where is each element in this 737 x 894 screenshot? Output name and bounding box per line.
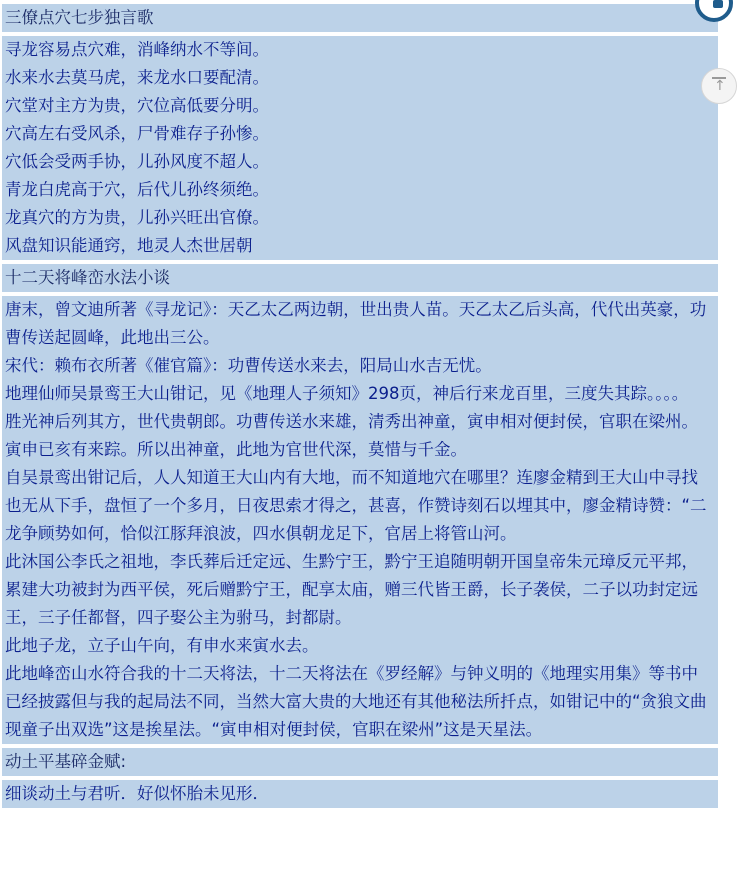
section3-title: 动土平基碎金赋: [5, 752, 127, 771]
text-line: 水来水去莫马虎，来龙水口要配清。 [5, 68, 269, 87]
text-line: 风盘知识能通窍，地灵人杰世居朝 [5, 236, 253, 255]
section-title [2, 264, 718, 292]
text-line: 穴堂对主方为贵，穴位高低要分明。 [5, 96, 269, 115]
article [2, 0, 718, 812]
section2-title: 十二天将峰峦水法小谈 [5, 268, 170, 287]
text-paragraph: 自吴景鸾出钳记后，人人知道王大山内有大地，而不知道地穴在哪里？连廖金精到王大山中寻找也无从下手，盘恒了一个多月，日夜思索才得之，甚喜，作赞诗刻石以埋其中，廖金精诗赞：“二龙争顾势如何，恰似江豚拜浪波，四水俱朝龙足下，官居上将管山河。 [5, 468, 707, 543]
text-paragraph: 宋代：赖布衣所著《催官篇》：功曹传送水来去，阳局山水吉无忧。 [5, 356, 492, 375]
section1-title: 三僚点穴七步独言歌 [5, 8, 154, 27]
section2-body [2, 296, 718, 744]
section-title [2, 4, 718, 32]
text-line: 龙真穴的方为贵，儿孙兴旺出官僚。 [5, 208, 269, 227]
section-title [2, 748, 718, 776]
text-line: 寻龙容易点穴难，消峰纳水不等间。 [5, 40, 269, 59]
text-line: 青龙白虎高于穴，后代儿孙终须绝。 [5, 180, 269, 199]
chat-badge-glyph [713, 0, 723, 8]
section3-body [2, 780, 718, 808]
text-paragraph: 地理仙师吴景鸾王大山钳记，见《地理人子须知》298页，神后行来龙百里，三度失其踪。。。。 [5, 384, 689, 403]
text-paragraph: 此地峰峦山水符合我的十二天将法，十二天将法在《罗经解》与钟义明的《地理实用集》等书中已经披露但与我的起局法不同，当然大富大贵的大地还有其他秘法所扦点，如钳记中的“贪狼文曲现童子出双选”这是挨星法。“寅申相对便封侯，官职在梁州”这是天星法。 [5, 664, 707, 739]
text-line: 穴低会受两手协，儿孙风度不超人。 [5, 152, 269, 171]
text-paragraph: 胜光神后列其方，世代贵朝郎。功曹传送水来雄，清秀出神童，寅申相对便封侯，官职在梁州。寅申已亥有来踪。所以出神童，此地为官世代深，莫惜与千金。 [5, 412, 698, 459]
text-paragraph: 此地子龙，立子山午向，有申水来寅水去。 [5, 636, 319, 655]
back-to-top-icon: ↑ [714, 78, 726, 94]
text-paragraph: 此沐国公李氏之祖地，李氏葬后迁定远、生黔宁王，黔宁王追随明朝开国皇帝朱元璋反元平邦，累建大功被封为西平侯，死后赠黔宁王，配享太庙，赠三代皆王爵，长子袭侯，二子以功封定远王，三子任都督，四子娶公主为驸马，封都尉。 [5, 552, 698, 627]
text-line: 细谈动土与君听．好似怀胎未见形． [5, 784, 269, 803]
text-line: 穴高左右受风杀，尸骨难存子孙惨。 [5, 124, 269, 143]
back-to-top-button[interactable] [701, 68, 737, 104]
section1-body [2, 36, 718, 260]
text-paragraph: 唐末，曾文迪所著《寻龙记》：天乙太乙两边朝，世出贵人苗。天乙太乙后头高，代代出英豪，功曹传送起圆峰，此地出三公。 [5, 300, 707, 347]
